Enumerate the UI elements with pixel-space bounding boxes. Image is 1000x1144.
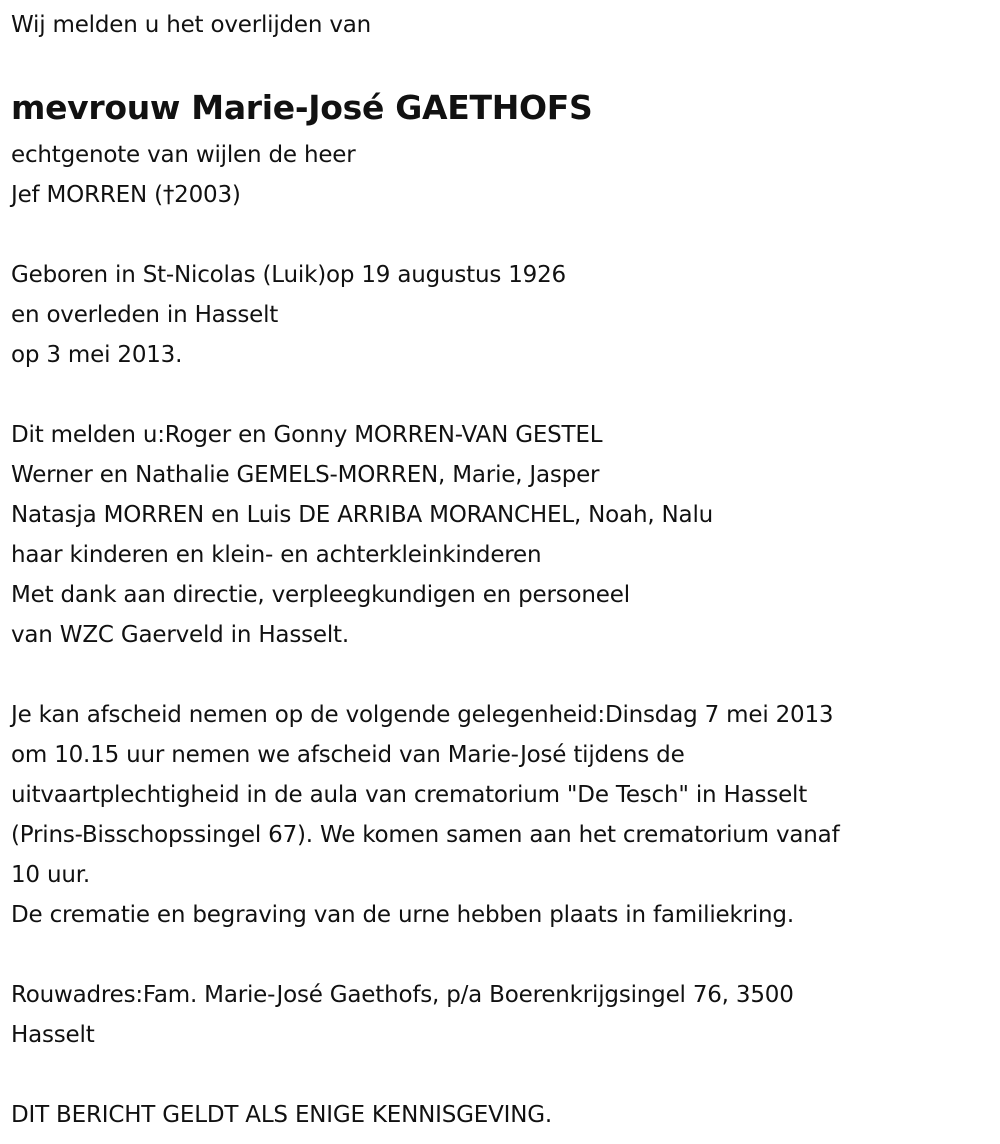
spacer bbox=[11, 935, 1000, 975]
family-line: Dit melden u:Roger en Gonny MORREN-VAN GESTEL bbox=[11, 422, 603, 448]
farewell-line: De crematie en begraving van de urne hebben plaats in familiekring. bbox=[11, 902, 794, 928]
family-line: Met dank aan directie, verpleegkundigen en personeel bbox=[11, 582, 630, 608]
spouse-line: Jef MORREN (†2003) bbox=[11, 182, 241, 208]
spacer bbox=[11, 375, 1000, 415]
birth-death-line: en overleden in Hasselt bbox=[11, 302, 279, 328]
family-line: Werner en Nathalie GEMELS-MORREN, Marie, Jasper bbox=[11, 462, 600, 488]
farewell-line: 10 uur. bbox=[11, 862, 90, 888]
birth-death-line: Geboren in St-Nicolas (Luik)op 19 augustus 1926 bbox=[11, 262, 566, 288]
spouse-line: echtgenote van wijlen de heer bbox=[11, 142, 356, 168]
deceased-name: mevrouw Marie-José GAETHOFS bbox=[11, 88, 593, 127]
spacer bbox=[11, 655, 1000, 695]
farewell-line: om 10.15 uur nemen we afscheid van Marie-José tijdens de bbox=[11, 742, 685, 768]
address-line: Rouwadres:Fam. Marie-José Gaethofs, p/a Boerenkrijgsingel 76, 3500 bbox=[11, 982, 794, 1008]
family-line: van WZC Gaerveld in Hasselt. bbox=[11, 622, 349, 648]
spacer bbox=[11, 215, 1000, 255]
birth-death-line: op 3 mei 2013. bbox=[11, 342, 183, 368]
spacer bbox=[11, 1055, 1000, 1095]
intro-text: Wij melden u het overlijden van bbox=[11, 12, 372, 38]
family-line: Natasja MORREN en Luis DE ARRIBA MORANCHEL, Noah, Nalu bbox=[11, 502, 714, 528]
farewell-line: uitvaartplechtigheid in de aula van crematorium "De Tesch" in Hasselt bbox=[11, 782, 808, 808]
spacer bbox=[11, 45, 1000, 85]
family-line: haar kinderen en klein- en achterkleinkinderen bbox=[11, 542, 542, 568]
address-line: Hasselt bbox=[11, 1022, 95, 1048]
farewell-line: Je kan afscheid nemen op de volgende gelegenheid:Dinsdag 7 mei 2013 bbox=[11, 702, 834, 728]
closing-text: DIT BERICHT GELDT ALS ENIGE KENNISGEVING. bbox=[11, 1102, 552, 1128]
farewell-line: (Prins-Bisschopssingel 67). We komen samen aan het crematorium vanaf bbox=[11, 822, 840, 848]
